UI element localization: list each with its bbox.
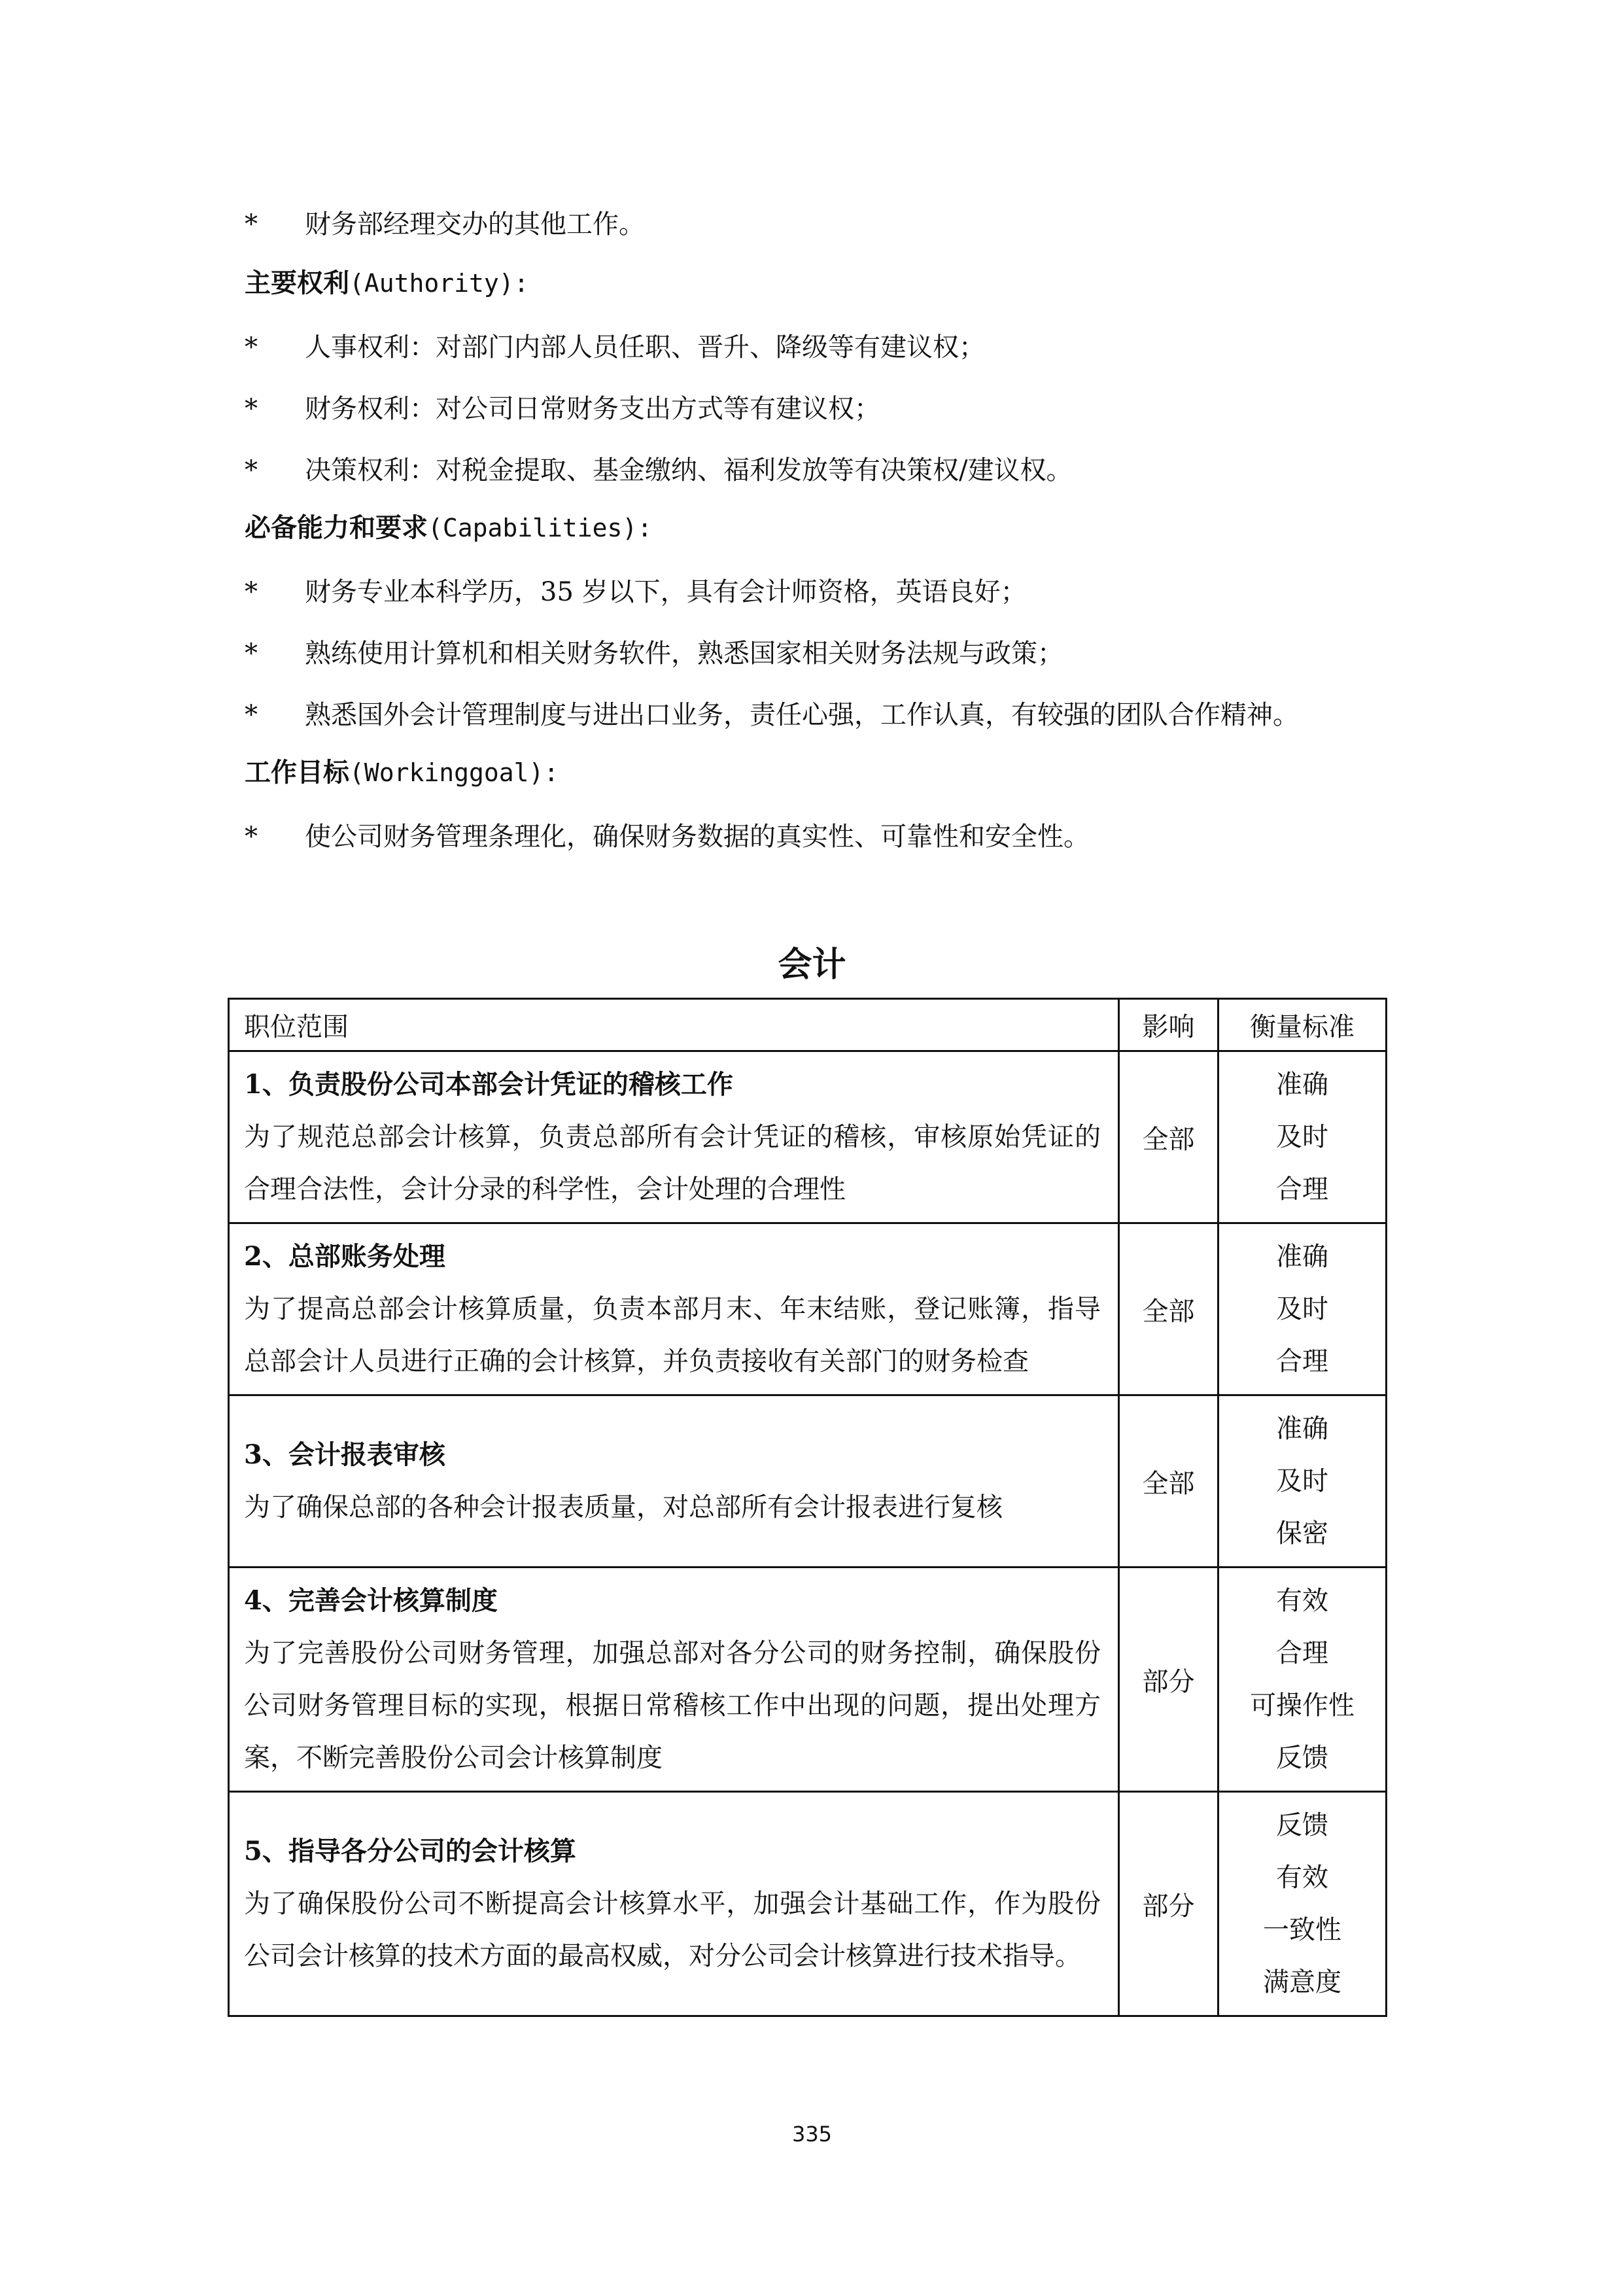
scope-title: 3、会计报表审核 <box>244 1439 445 1470</box>
measure-item: 满意度 <box>1263 1967 1341 1997</box>
scope-cell <box>229 1223 1119 1395</box>
bullet-star: * <box>245 822 258 852</box>
impact-cell: 全部 <box>1119 1395 1218 1568</box>
bullet-text: 使公司财务管理条理化，确保财务数据的真实性、可靠性和安全性。 <box>305 822 1090 852</box>
measure-item: 反馈 <box>1276 1743 1328 1773</box>
measure-cell <box>1218 1395 1387 1568</box>
page-number: 335 <box>791 2122 833 2146</box>
bullet-star: * <box>245 394 258 424</box>
section-title-en: (Workinggoal): <box>349 758 559 787</box>
section-title: 工作目标 <box>245 757 349 788</box>
bullet-text: 财务专业本科学历，35 岁以下，具有会计师资格，英语良好； <box>305 577 1027 607</box>
scope-cell <box>229 1792 1119 2016</box>
table-row <box>229 1395 1387 1568</box>
measure-cell <box>1218 1223 1387 1395</box>
measure-item: 一致性 <box>1263 1915 1341 1945</box>
measure-item: 准确 <box>1276 1070 1328 1100</box>
bullet-item <box>245 329 985 366</box>
section-heading-workinggoal <box>245 754 559 791</box>
measure-item: 有效 <box>1276 1586 1328 1616</box>
bullet-star: * <box>245 455 258 485</box>
table-header-row <box>229 999 1387 1051</box>
scope-title: 1、负责股份公司本部会计凭证的稽核工作 <box>244 1069 733 1100</box>
table-row <box>229 1051 1387 1223</box>
measure-item: 准确 <box>1276 1242 1328 1272</box>
bullet-text: 决策权利：对税金提取、基金缴纳、福利发放等有决策权/建议权。 <box>305 455 1073 485</box>
scope-description: 为了规范总部会计核算，负责总部所有会计凭证的稽核，审核原始凭证的合理合法性，会计分录的科学性，会计处理的合理性 <box>244 1122 1101 1204</box>
bullet-item <box>245 818 1090 855</box>
bullet-star: * <box>245 577 258 607</box>
measure-cell <box>1218 1792 1387 2016</box>
section-title-en: (Authority): <box>349 269 529 298</box>
measure-item: 及时 <box>1276 1294 1328 1324</box>
scope-description: 为了确保股份公司不断提高会计核算水平，加强会计基础工作，作为股份公司会计核算的技术方面的最高权威，对分公司会计核算进行技术指导。 <box>244 1889 1101 1971</box>
scope-cell <box>229 1568 1119 1792</box>
measure-cell <box>1218 1051 1387 1223</box>
bullet-item <box>245 697 1299 733</box>
section-heading-authority <box>245 265 529 302</box>
measure-item: 合理 <box>1276 1638 1328 1668</box>
measure-item: 保密 <box>1276 1518 1328 1549</box>
bullet-text: 人事权利：对部门内部人员任职、晋升、降级等有建议权； <box>305 332 985 362</box>
scope-description: 为了提高总部会计核算质量，负责本部月末、年末结账，登记账簿，指导总部会计人员进行正确的会计核算，并负责接收有关部门的财务检查 <box>244 1294 1101 1376</box>
bullet-text: 财务权利：对公司日常财务支出方式等有建议权； <box>305 394 880 424</box>
bullet-star: * <box>245 639 258 669</box>
measure-cell <box>1218 1568 1387 1792</box>
bullet-star: * <box>245 332 258 362</box>
header-measure: 衡量标准 <box>1218 999 1387 1051</box>
header-impact: 影响 <box>1119 999 1218 1051</box>
bullet-star: * <box>245 209 258 239</box>
bullet-star: * <box>245 700 258 730</box>
impact-cell: 部分 <box>1119 1568 1218 1792</box>
measure-item: 准确 <box>1276 1414 1328 1444</box>
bullet-item <box>245 452 1072 489</box>
impact-cell: 部分 <box>1119 1792 1218 2016</box>
scope-title: 4、完善会计核算制度 <box>244 1585 498 1616</box>
bullet-item <box>245 206 645 243</box>
scope-description: 为了确保总部的各种会计报表质量，对总部所有会计报表进行复核 <box>244 1492 1003 1522</box>
header-scope: 职位范围 <box>229 999 1119 1051</box>
section-title: 必备能力和要求 <box>245 512 428 543</box>
table-row <box>229 1792 1387 2016</box>
measure-item: 反馈 <box>1276 1810 1328 1840</box>
bullet-item <box>245 391 880 427</box>
bullet-item <box>245 574 1027 610</box>
table-row <box>229 1568 1387 1792</box>
section-title-en: (Capabilities): <box>428 514 653 542</box>
measure-item: 及时 <box>1276 1466 1328 1496</box>
measure-item: 合理 <box>1276 1346 1328 1376</box>
impact-cell: 全部 <box>1119 1223 1218 1395</box>
job-table <box>228 998 1387 2017</box>
bullet-text: 财务部经理交办的其他工作。 <box>305 209 645 239</box>
section-title: 主要权利 <box>245 268 349 298</box>
bullet-text: 熟练使用计算机和相关财务软件，熟悉国家相关财务法规与政策； <box>305 639 1063 669</box>
bullet-item <box>245 635 1063 672</box>
measure-item: 有效 <box>1276 1863 1328 1893</box>
measure-item: 可操作性 <box>1250 1691 1355 1721</box>
scope-cell <box>229 1395 1119 1568</box>
scope-title: 5、指导各分公司的会计核算 <box>244 1836 576 1866</box>
section-heading-capabilities <box>245 510 652 546</box>
impact-cell: 全部 <box>1119 1051 1218 1223</box>
scope-description: 为了完善股份公司财务管理，加强总部对各分公司的财务控制，确保股份公司财务管理目标的实现，根据日常稽核工作中出现的问题，提出处理方案，不断完善股份公司会计核算制度 <box>244 1638 1101 1773</box>
table-row <box>229 1223 1387 1395</box>
table-title: 会计 <box>778 945 846 985</box>
bullet-text: 熟悉国外会计管理制度与进出口业务，责任心强，工作认真，有较强的团队合作精神。 <box>305 700 1299 730</box>
measure-item: 合理 <box>1276 1174 1328 1204</box>
scope-cell <box>229 1051 1119 1223</box>
measure-item: 及时 <box>1276 1122 1328 1152</box>
scope-title: 2、总部账务处理 <box>244 1241 445 1272</box>
